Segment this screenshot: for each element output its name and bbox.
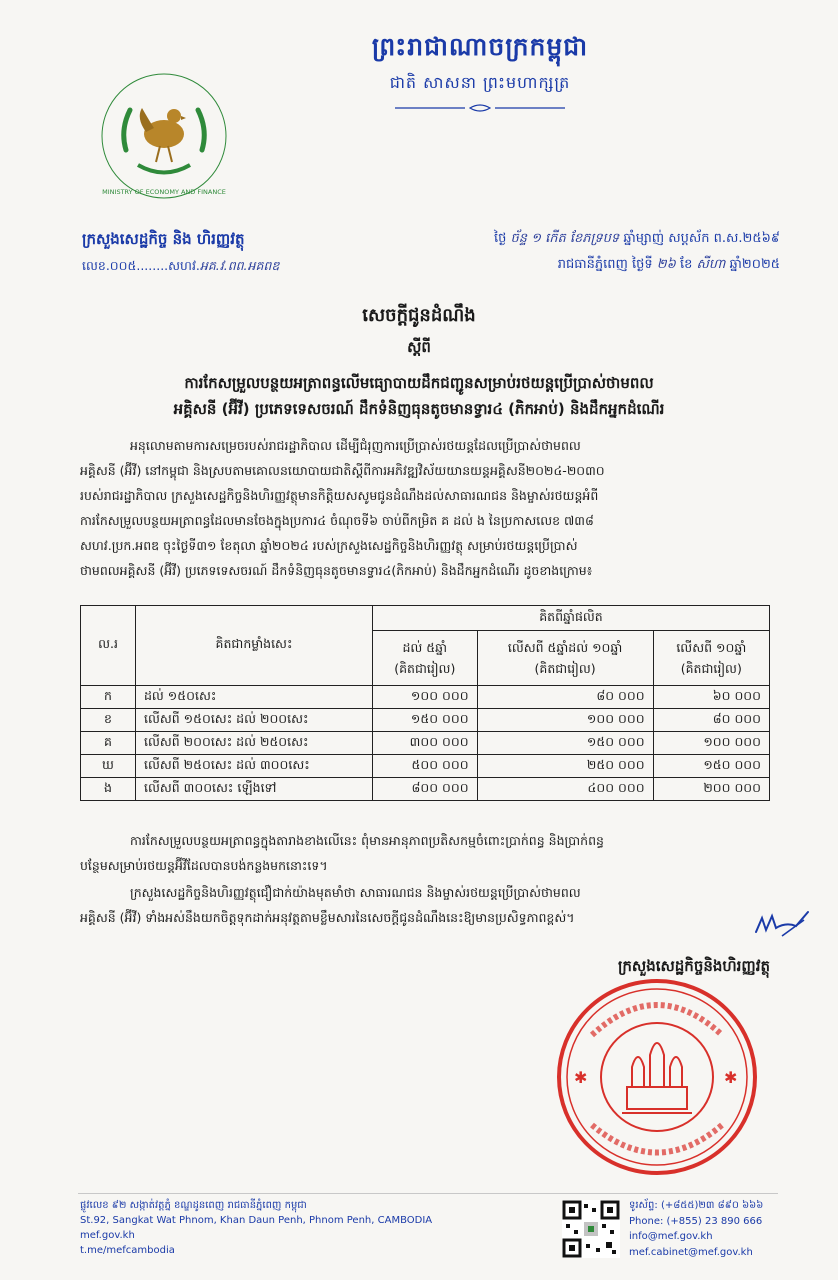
- age-unit-label: (គិតជារៀល): [394, 661, 456, 676]
- row-category: លើសពី ១៥០សេះ ដល់ ២០០សេះ: [136, 709, 373, 732]
- row-value: ២០០ ០០០: [653, 778, 769, 801]
- qr-code-icon: [562, 1200, 620, 1258]
- paragraph-line: របស់រាជរដ្ឋាភិបាល ក្រសួងសេដ្ឋកិច្ចនិងហិរញ្ញវត្ថុមានកិត្តិយសសូមជូនដំណឹងដល់សាធារណជន និងម្ចាស់រថយន្តអំពី: [80, 488, 599, 503]
- table-row: [81, 732, 770, 755]
- table-row: [81, 686, 770, 709]
- solar-date-month-label: ខែ: [679, 257, 693, 272]
- row-index: ក: [81, 686, 136, 709]
- ref-number: ០០៥: [109, 258, 137, 273]
- official-seal-icon: [552, 975, 762, 1180]
- ministry-logo-icon: [98, 70, 230, 202]
- ref-suffix: សហវ.: [168, 258, 200, 273]
- column-header-age: [477, 631, 653, 686]
- closing-paragraph: [80, 880, 770, 930]
- svg-text:✱: ✱: [574, 1068, 588, 1087]
- solar-date-month: សីហា: [696, 257, 726, 272]
- paragraph-line: ថាមពលអគ្គិសនី (អ៊ីវី) ប្រភេទទេសចរណ៍ ដឹកទំនិញធុនតូចមានទ្វារ៤(ភិកអាប់) និងដឹកអ្នកដំណើរ ដូចខាងក្រោម៖: [80, 563, 593, 578]
- ministry-name: ក្រសួងសេដ្ឋកិច្ច និង ហិរញ្ញវត្ថុ: [82, 230, 245, 248]
- paragraph-line: ការកែសម្រួលបន្ថយអត្រាពន្ធក្នុងតារាងខាងលើនេះ ពុំមានអានុភាពប្រតិសកម្មចំពោះប្រាក់ពន្ធ និងប្រាក់ពន្ធ: [130, 833, 604, 848]
- email-info-link[interactable]: info@mef.gov.kh: [629, 1231, 713, 1242]
- solar-date-day: ២៦: [656, 257, 676, 272]
- ref-handwritten: អគ.វ.ពព.អគពឌ: [199, 258, 280, 273]
- subject-line-1: ការកែសម្រួលបន្ថយអត្រាពន្ធលើមធ្យោបាយដឹកជញ្ជូនសម្រាប់រថយន្តប្រើប្រាស់ថាមពល: [184, 374, 654, 392]
- row-category: លើសពី ២៥០សេះ ដល់ ៣០០សេះ: [136, 755, 373, 778]
- lunar-date-line: [360, 226, 780, 252]
- lunar-date-prefix: ថ្ងៃ: [494, 231, 507, 246]
- solar-date-year: ឆ្នាំ២០២៥: [729, 257, 780, 272]
- lunar-date-year: ឆ្នាំម្សាញ់ សប្តស័ក ព.ស.២៥៦៩: [623, 231, 780, 246]
- table-row: [81, 778, 770, 801]
- footer-address: [80, 1198, 500, 1258]
- paragraph-line: ការកែសម្រួលបន្ថយអត្រាពន្ធដែលមានចែងក្នុងប្រការ៤ ចំណុចទី៦ ចាប់ពីកម្រិត គ ដល់ ង នៃប្រកាសលេខ ៧៣៨: [80, 513, 594, 528]
- row-category: លើសពី ២០០សេះ ដល់ ២៥០សេះ: [136, 732, 373, 755]
- table-row: [81, 709, 770, 732]
- phone-khmer: ទូរស័ព្ទ: (+៨៥៥)២៣ ៨៩០ ៦៦៦: [629, 1200, 764, 1211]
- tax-rate-table: [80, 605, 770, 801]
- reference-number: លេខ.០០៥........សហវ.អគ.វ.ពព.អគពឌ: [82, 258, 280, 273]
- row-value: ១០០ ០០០: [653, 732, 769, 755]
- notice-title: សេចក្តីជូនដំណឹង: [362, 305, 476, 326]
- initials-signature-icon: [752, 908, 812, 940]
- row-value: ១០០ ០០០: [477, 709, 653, 732]
- table-row: [81, 755, 770, 778]
- notice-titles: [0, 303, 838, 422]
- solar-date-line: [360, 252, 780, 278]
- row-value: ៤០០ ០០០: [477, 778, 653, 801]
- row-value: ១៥០ ០០០: [653, 755, 769, 778]
- age-range-label: លើសពី ១០ឆ្នាំ: [676, 640, 747, 655]
- footer-divider: [78, 1193, 778, 1194]
- row-index: គ: [81, 732, 136, 755]
- row-value: ១៥០ ០០០: [373, 709, 478, 732]
- row-index: ខ: [81, 709, 136, 732]
- table-header-row: [81, 606, 770, 631]
- website-link[interactable]: mef.gov.kh: [80, 1230, 135, 1241]
- age-range-label: លើសពី ៥ឆ្នាំដល់ ១០ឆ្នាំ: [507, 640, 623, 655]
- age-range-label: ដល់ ៥ឆ្នាំ: [402, 640, 448, 655]
- row-value: ២៥០ ០០០: [477, 755, 653, 778]
- row-value: ៨០ ០០០: [477, 686, 653, 709]
- svg-text:✱: ✱: [724, 1068, 738, 1087]
- column-header-no: ល.រ: [81, 606, 136, 686]
- notice-about: ស្តីពី: [407, 338, 431, 356]
- phone-english: Phone: (+855) 23 890 666: [629, 1215, 763, 1227]
- paragraph-line: អគ្គិសនី (អ៊ីវី) នៅកម្ពុជា និងស្របតាមគោលនយោបាយជាតិស្តីពីការអភិវឌ្ឍវិស័យយានយន្តអគ្គិសនី២០២៤-២០៣០: [80, 463, 605, 478]
- row-value: ១៥០ ០០០: [477, 732, 653, 755]
- paragraph-line: អនុលោមតាមការសម្រេចរបស់រាជរដ្ឋាភិបាល ដើម្បីជំរុញការប្រើប្រាស់រថយន្តដែលប្រើប្រាស់ថាមពល: [130, 438, 581, 453]
- column-header-category: គិតជាកម្លាំងសេះ: [136, 606, 373, 686]
- paragraph-line: អគ្គិសនី (អ៊ីវី) ទាំងអស់នឹងយកចិត្តទុកដាក់អនុវត្តតាមខ្លឹមសារនៃសេចក្តីជូនដំណឹងនេះឱ្យមានប្រសិទ្ធភាពខ្ពស់។: [80, 910, 575, 925]
- age-unit-label: (គិតជារៀល): [534, 661, 596, 676]
- row-index: ឃ: [81, 755, 136, 778]
- kingdom-title: ព្រះរាជាណាចក្រកម្ពុជា: [371, 32, 589, 61]
- column-header-age: [373, 631, 478, 686]
- lunar-date-handwritten: ច័ន្ទ ១ កើត ខែភទ្របទ: [510, 231, 620, 246]
- intro-paragraph: [80, 433, 770, 583]
- row-value: ៨០០ ០០០: [373, 778, 478, 801]
- subject-line-2: អគ្គិសនី (អ៊ីវី) ប្រភេទទេសចរណ៍ ដឹកទំនិញធុនតូចមានទ្វារ៤ (ភិកអាប់) និងដឹកអ្នកដំណើរ: [173, 400, 665, 418]
- email-cabinet-link[interactable]: mef.cabinet@mef.gov.kh: [629, 1246, 753, 1258]
- row-category: ដល់ ១៥០សេះ: [136, 686, 373, 709]
- address-english: St.92, Sangkat Wat Phnom, Khan Daun Penh, Phnom Penh, CAMBODIA: [80, 1215, 433, 1226]
- paragraph-line: បន្ថែមសម្រាប់រថយន្តអ៊ីវីដែលបានបង់កន្លងមកនោះទេ។: [80, 858, 328, 873]
- row-index: ង: [81, 778, 136, 801]
- row-value: ៦០ ០០០: [653, 686, 769, 709]
- notice-subject: [0, 370, 838, 422]
- ref-label: លេខ: [82, 258, 106, 273]
- column-header-age: [653, 631, 769, 686]
- address-khmer: ផ្លូវលេខ ៩២ សង្កាត់វត្តភ្នំ ខណ្ឌដូនពេញ រាជធានីភ្នំពេញ កម្ពុជា: [80, 1200, 307, 1211]
- row-value: ៣០០ ០០០: [373, 732, 478, 755]
- paragraph-line: ក្រសួងសេដ្ឋកិច្ចនិងហិរញ្ញវត្ថុជឿជាក់យ៉ាងមុតមាំថា សាធារណជន និងម្ចាស់រថយន្តប្រើប្រាស់ថាមពល: [130, 885, 581, 900]
- row-category: លើសពី ៣០០សេះ ឡើងទៅ: [136, 778, 373, 801]
- row-value: ៥០០ ០០០: [373, 755, 478, 778]
- column-group-header: គិតពីឆ្នាំផលិត: [373, 606, 770, 631]
- row-value: ១០០ ០០០: [373, 686, 478, 709]
- date-block: [360, 226, 780, 278]
- row-value: ៨០ ០០០: [653, 709, 769, 732]
- footer-contacts: [629, 1198, 829, 1260]
- solar-date-prefix: រាជធានីភ្នំពេញ ថ្ងៃទី: [557, 257, 653, 272]
- age-unit-label: (គិតជារៀល): [680, 661, 742, 676]
- kingdom-heading: [260, 32, 700, 118]
- national-motto: ជាតិ សាសនា ព្រះមហាក្សត្រ: [389, 73, 571, 92]
- telegram-link[interactable]: t.me/mefcambodia: [80, 1245, 175, 1256]
- ornament-divider-icon: [395, 102, 565, 114]
- signing-authority: ក្រសួងសេដ្ឋកិច្ចនិងហិរញ្ញវត្ថុ: [617, 957, 770, 975]
- svg-text:MINISTRY OF ECONOMY AND FINANC: MINISTRY OF ECONOMY AND FINANCE: [102, 188, 226, 196]
- paragraph-line: សហវ.ប្រក.អពឌ ចុះថ្ងៃទី៣១ ខែតុលា ឆ្នាំ២០២៤ របស់ក្រសួងសេដ្ឋកិច្ចនិងហិរញ្ញវត្ថុ សម្រាប់រថយន្តប្រើប្រាស់: [80, 538, 578, 553]
- retroactivity-paragraph: [80, 828, 770, 878]
